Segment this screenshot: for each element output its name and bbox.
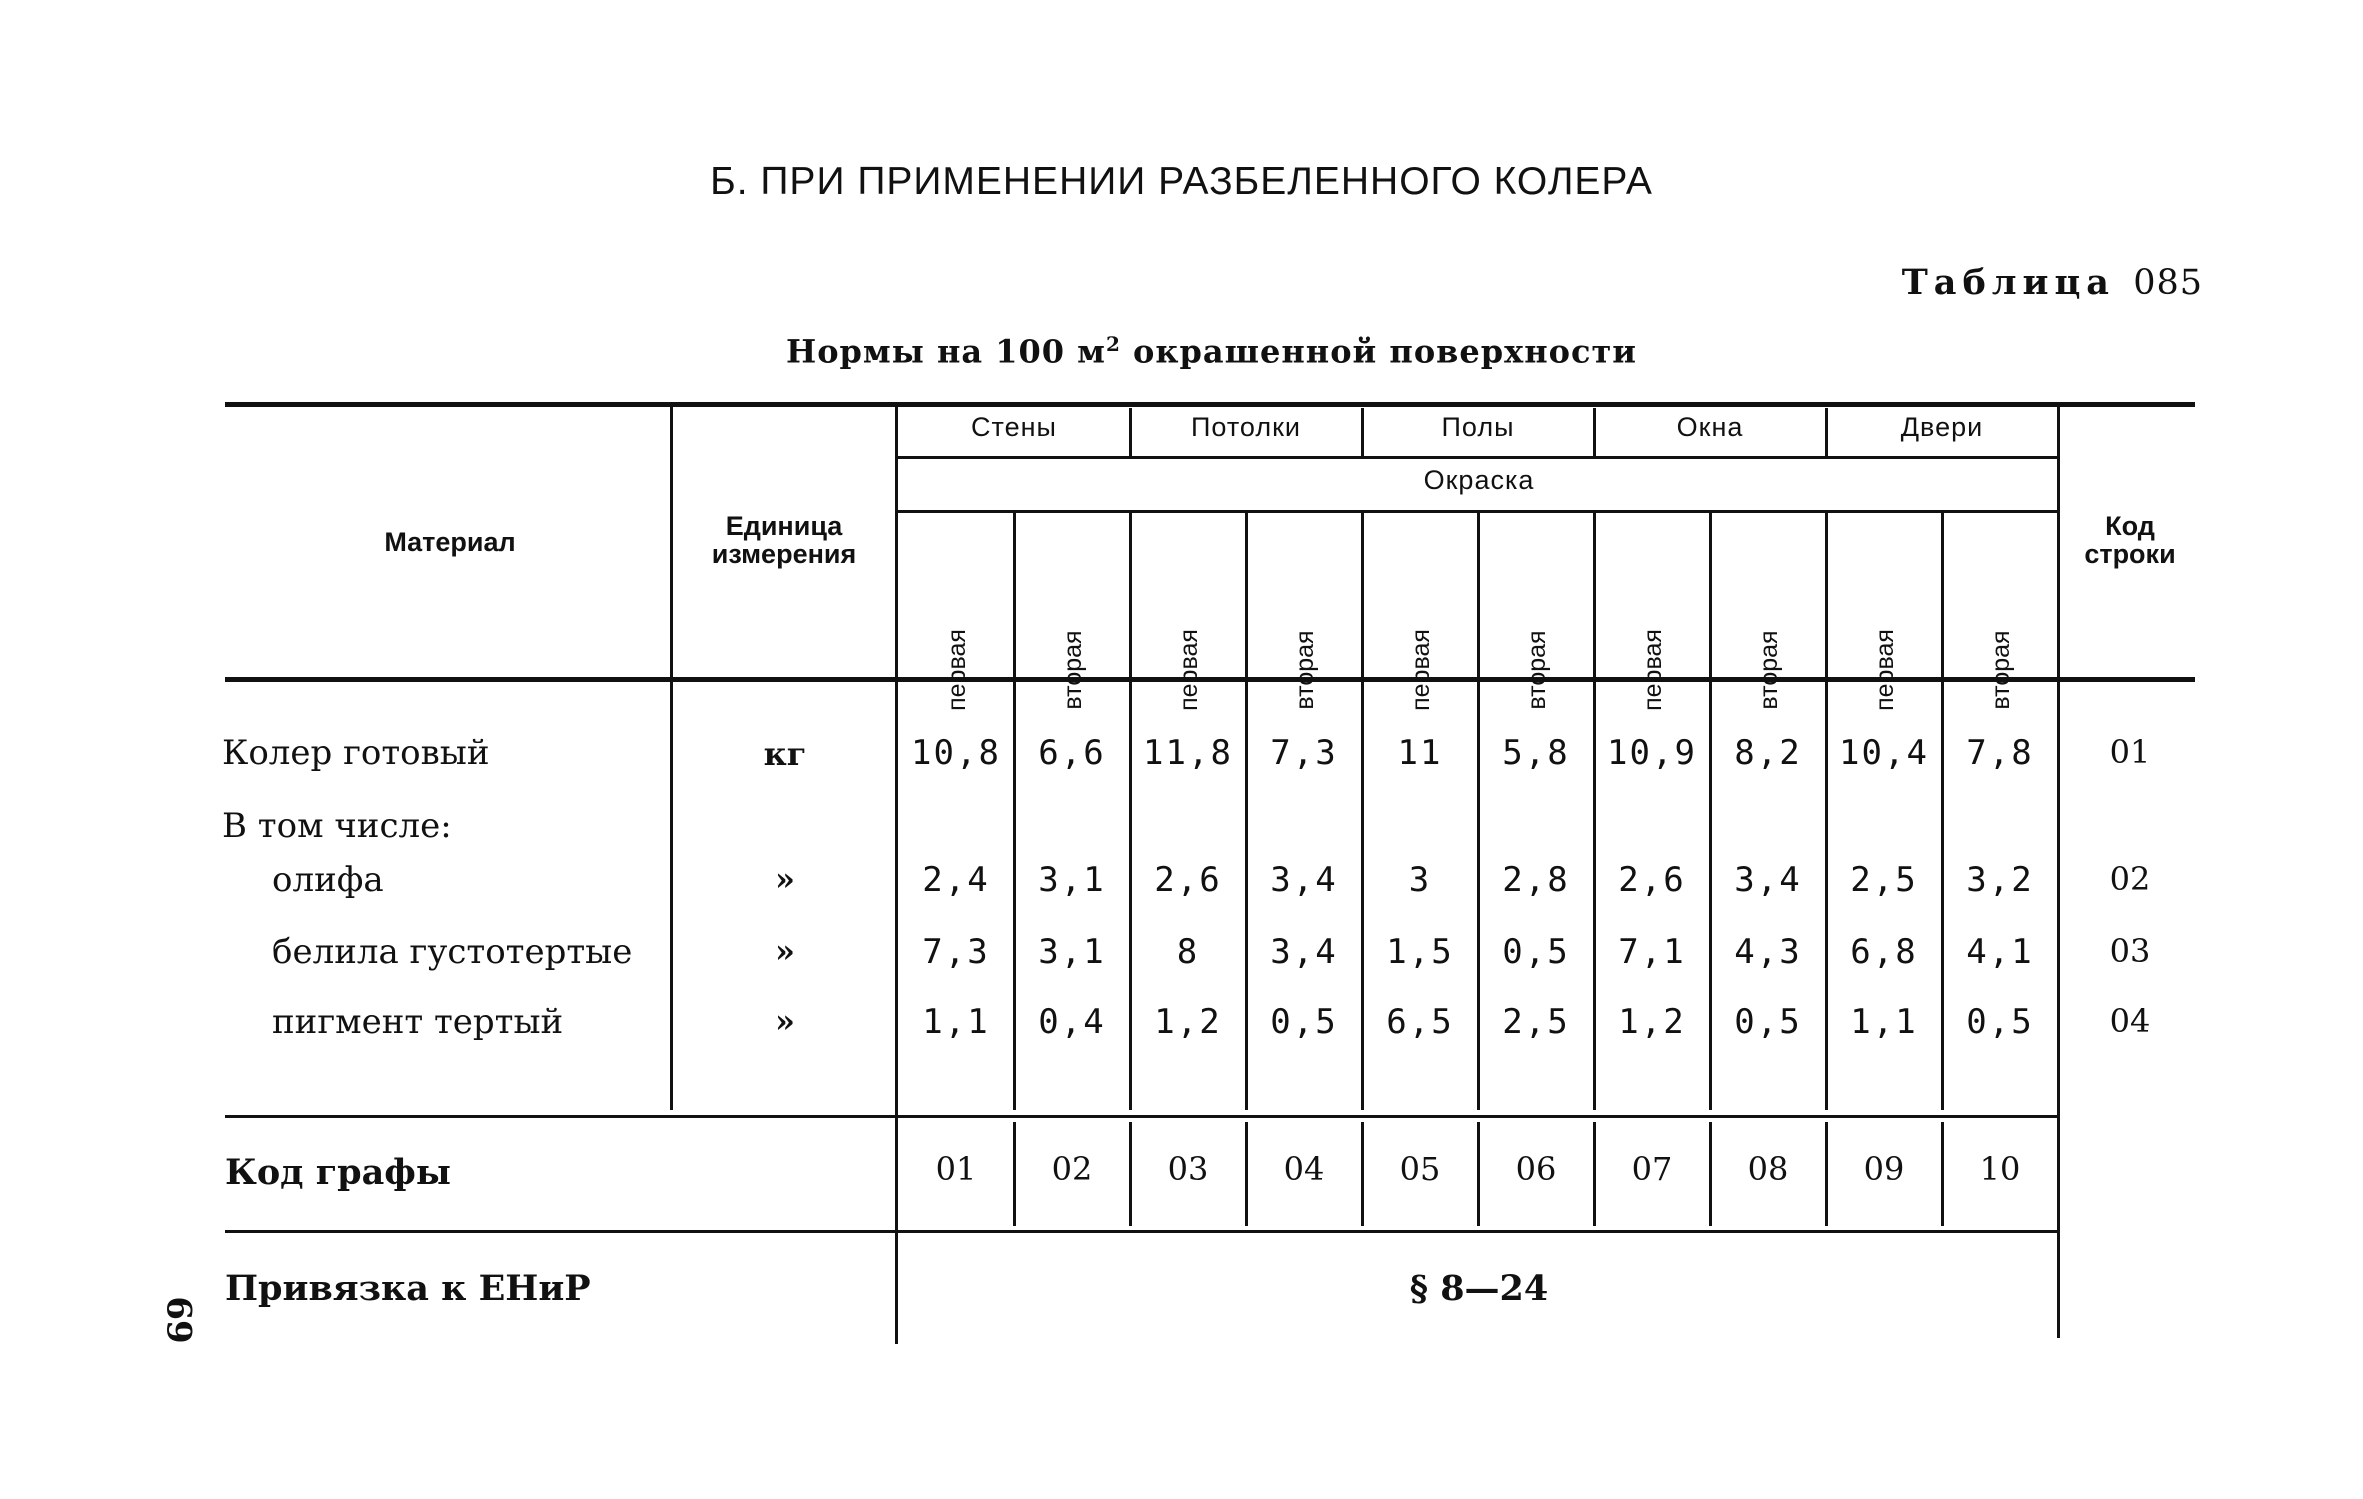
column-code: 07 (1631, 1150, 1673, 1188)
value-cell: 1,5 (1386, 932, 1454, 972)
column-code: 06 (1515, 1150, 1557, 1188)
value-cell: 8 (1176, 932, 1200, 972)
column-code: 01 (935, 1150, 977, 1188)
value-cell: 3,2 (1966, 860, 2034, 900)
header-row-code-line-1: Код (2105, 511, 2155, 541)
column-code: 08 (1747, 1150, 1789, 1188)
group-header-windows: Окна (1676, 412, 1744, 442)
sub-header-first: первая (1639, 629, 1667, 711)
material-name: олифа (272, 860, 384, 900)
header-unit-line-2: измерения (711, 539, 857, 570)
value-cell: 2,4 (922, 860, 990, 900)
sub-header-second: вторая (1987, 630, 2015, 710)
groups-rule (898, 456, 2060, 459)
operation-header: Окраска (1423, 465, 1535, 495)
row-code: 02 (2109, 860, 2151, 898)
table-label-word: Таблица (1901, 262, 2115, 303)
table-top-rule (225, 402, 2195, 407)
column-code: 04 (1283, 1150, 1325, 1188)
value-cell: 2,5 (1850, 860, 1918, 900)
norms-title-tail: окрашенной поверхности (1120, 332, 1638, 371)
table-label (1902, 262, 2203, 303)
value-cell: 7,1 (1618, 932, 1686, 972)
value-cell: 4,1 (1966, 932, 2034, 972)
sub-header-second: вторая (1291, 630, 1319, 710)
value-cell: 3,4 (1270, 860, 1338, 900)
material-unit: » (775, 1002, 795, 1040)
value-cell: 3,1 (1038, 860, 1106, 900)
row-code: 01 (2109, 733, 2151, 771)
codes-bottom-rule (225, 1230, 2060, 1233)
header-row-code (2060, 512, 2200, 569)
material-unit: » (775, 860, 795, 898)
group-header-doors: Двери (1900, 412, 1984, 442)
column-code: 09 (1863, 1150, 1905, 1188)
group-header-walls: Стены (971, 412, 1057, 442)
value-cell: 11 (1397, 733, 1443, 773)
body-bottom-rule (225, 1115, 2060, 1118)
value-cell: 7,8 (1966, 733, 2034, 773)
value-cell: 8,2 (1734, 733, 1802, 773)
row-code: 04 (2109, 1002, 2151, 1040)
value-cell: 3 (1408, 860, 1432, 900)
section-title: Б. ПРИ ПРИМЕНЕНИИ РАЗБЕЛЕННОГО КОЛЕРА (710, 160, 1653, 203)
column-code: 02 (1051, 1150, 1093, 1188)
material-name: пигмент тертый (272, 1002, 564, 1042)
value-cell: 2,5 (1502, 1002, 1570, 1042)
sub-header-first: первая (943, 629, 971, 711)
material-unit: » (775, 932, 795, 970)
value-cell: 2,8 (1502, 860, 1570, 900)
value-cell: 6,8 (1850, 932, 1918, 972)
norms-title (0, 332, 2363, 371)
sub-header-second: вторая (1523, 630, 1551, 710)
header-row-code-line-2: строки (2084, 539, 2176, 570)
value-cell: 0,4 (1038, 1002, 1106, 1042)
column-code: 03 (1167, 1150, 1209, 1188)
value-cell: 6,6 (1038, 733, 1106, 773)
row-code: 03 (2109, 932, 2151, 970)
sub-header-first: первая (1175, 629, 1203, 711)
material-name: Колер готовый (222, 733, 490, 773)
value-cell: 2,6 (1154, 860, 1222, 900)
norms-title-sup: 2 (1105, 332, 1121, 356)
material-name: белила густотертые (272, 932, 633, 972)
column-codes-label: Код графы (225, 1152, 451, 1193)
sub-header-second: вторая (1059, 630, 1087, 710)
value-cell: 3,4 (1734, 860, 1802, 900)
enir-reference: § 8—24 (1409, 1268, 1549, 1309)
value-cell: 1,2 (1154, 1002, 1222, 1042)
column-code: 10 (1979, 1150, 2021, 1188)
value-cell: 10,4 (1839, 733, 1929, 773)
column-code: 05 (1399, 1150, 1441, 1188)
value-cell: 0,5 (1734, 1002, 1802, 1042)
value-cell: 6,5 (1386, 1002, 1454, 1042)
value-cell: 10,9 (1607, 733, 1697, 773)
value-cell: 0,5 (1270, 1002, 1338, 1042)
value-cell: 3,1 (1038, 932, 1106, 972)
material-unit: кг (763, 735, 807, 773)
page-number: 69 (158, 1296, 199, 1344)
value-cell: 1,1 (1850, 1002, 1918, 1042)
value-cell: 2,6 (1618, 860, 1686, 900)
value-cell: 1,2 (1618, 1002, 1686, 1042)
value-cell: 7,3 (1270, 733, 1338, 773)
group-header-floors: Полы (1441, 412, 1515, 442)
header-unit (673, 512, 895, 569)
value-cell: 3,4 (1270, 932, 1338, 972)
value-cell: 4,3 (1734, 932, 1802, 972)
value-cell: 11,8 (1143, 733, 1233, 773)
value-cell: 5,8 (1502, 733, 1570, 773)
table-label-number: 085 (2133, 263, 2203, 303)
subtotal-label: В том числе: (222, 806, 452, 846)
norms-title-text: Нормы на 100 м (785, 332, 1106, 371)
group-header-ceilings: Потолки (1191, 412, 1301, 442)
sub-header-first: первая (1871, 629, 1899, 711)
enir-label: Привязка к ЕНиР (225, 1268, 591, 1309)
value-cell: 0,5 (1502, 932, 1570, 972)
value-cell: 0,5 (1966, 1002, 2034, 1042)
header-unit-line-1: Единица (725, 511, 843, 541)
value-cell: 1,1 (922, 1002, 990, 1042)
value-cell: 7,3 (922, 932, 990, 972)
sub-header-second: вторая (1755, 630, 1783, 710)
value-cell: 10,8 (911, 733, 1001, 773)
header-material: Материал (384, 527, 516, 557)
sub-header-first: первая (1407, 629, 1435, 711)
